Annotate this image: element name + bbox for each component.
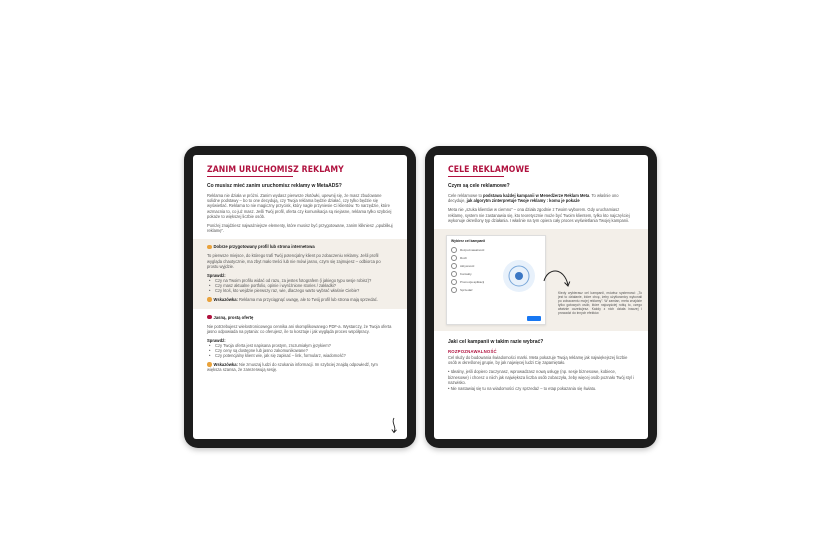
- tip-label: Wskazówka:: [213, 297, 238, 303]
- shot-option: Promocja aplikacji: [460, 279, 485, 284]
- shot-option: Sprzedaż: [460, 287, 473, 292]
- intro-text: Reklama nie działa w próżni. Zanim wydasz pierwsze złotówki, upewnij się, że masz zbudowane solidne podstawy – bo to one decydują, czy Twoja reklama będzie działać, czy tylko będzie się wyświetlać. Reklama to nie magiczny przycisk, który nagle przyniesie Ci klientów. To narzędzie, które wzmacnia to, co już masz. Jeśli Twój profil, oferta czy komunikacja są niejasne, reklama tylko szybciej pokaże to większej liczbie osób.: [207, 193, 392, 219]
- screenshot-band: [434, 229, 648, 331]
- radio-icon: [451, 255, 457, 261]
- caption-text: Kiedy wybierasz cel kampanii, mówisz systemowi: „To jest to działanie, które chcę, żeby użytkownicy wykonali po zobaczeniu mojej reklamy”. W zamian, meta znajdzie tylko gotowych osób, które najczęściej robią to, czego właśnie oczekujesz. Każdy z nich działa inaczej i prowadzi do innych efektów.: [558, 291, 642, 316]
- objective-heading: ROZPOZNAWALNOŚĆ: [448, 349, 497, 355]
- shot-option: Rozpoznawalność: [460, 247, 485, 252]
- list-item: • Czy potencjalny klient wie, jak się zapisać – link, formularz, wiadomość?: [207, 353, 393, 358]
- check2-label: Sprawdź:: [207, 337, 226, 343]
- radio-icon: [451, 287, 457, 293]
- tablet-right: [425, 146, 657, 448]
- campaign-screenshot: [446, 235, 546, 325]
- title-underline: [207, 176, 293, 177]
- offer-heading: Jasną, prostą ofertę: [213, 314, 254, 320]
- list-item: • Czy na Twoim profilu widać od razu, za jestes fotografem (i jakiego typu sesje robisz)?: [207, 278, 393, 283]
- list-item: • Czy ceny są dostępne lub jasno zakomunikowane?: [207, 348, 393, 353]
- arrow-icon: [389, 417, 399, 435]
- bulb-icon: [207, 362, 212, 367]
- bulb-icon: [207, 245, 212, 250]
- list-item: • Czy Twoja oferta jest napisana prostym, zrozumiałym językiem?: [207, 343, 393, 348]
- text-d: jak algorytm zinterpretuje Twoje reklamy : komu je pokaże: [466, 198, 580, 204]
- shot-title: Wybierz cel kampanii: [451, 239, 486, 244]
- radio-icon: [451, 279, 457, 285]
- page-title: CELE REKLAMOWE: [448, 165, 530, 175]
- arrow-icon: [542, 265, 572, 291]
- text-a: Cele reklamowe to: [448, 193, 484, 198]
- radio-icon: [451, 247, 457, 253]
- text-c: . To właśnie ono decyduje,: [448, 193, 619, 204]
- continue-button: [527, 316, 541, 321]
- bulb-icon: [207, 297, 212, 302]
- page-title: ZANIM URUCHOMISZ REKLAMY: [207, 165, 344, 175]
- shot-option: Aktywność: [460, 263, 475, 268]
- section-heading: Co musisz mieć zanim uruchomisz reklamy w MetaADS?: [207, 183, 342, 189]
- title-underline: [448, 176, 504, 177]
- box-heading: Dobrze przygotowany profil lub strona internetowa: [213, 244, 315, 250]
- intro-text-2: Poniżej znajdziesz najważniejsze elementy, które musisz być przygotowane, zanim klikniesz „opublikuj reklamę”.: [207, 223, 393, 234]
- box-text: To pierwsze miejsce, do którego trafi Twój potencjalny klient po zobaczeniu reklamy. Jeśli profil wygląda chaotycznie, ma zbyt mało treści lub nie mówi jasno, czym się zajmujesz – odbiorca po prostu wyjdzie.: [207, 253, 381, 269]
- radio-icon: [451, 263, 457, 269]
- paragraph-2: Meta nie „szuka klientów w ciemno” – ona działa zgodnie z Twoim wyborem. Gdy uruchamiasz reklamę, system nie zastanawia się, kto teoretycznie może być Twoim klientem, tylko kto najczęściej wykonuje określony typ działania. I właśnie na tym opiera cały proces wyświetlania Twojej kampanii.: [448, 207, 630, 223]
- offer-text: Nie potrzebujesz wielostronicowego cennika ani skomplikowanego PDF-a. Wystarczy, że Twoja oferta jasno odpowiada na pytania: co oferujesz, ile to kosztuje i jak wygląda proces współpracy.: [207, 323, 392, 334]
- profile-box: [193, 239, 407, 308]
- list-item: • Czy ktoś, kto wejdzie pierwszy raz, wie, dlaczego warto wybrać właśnie Ciebie?: [207, 288, 393, 293]
- list-item: • Czy masz aktualne portfolio, opinie i wyróżnione stories / zakładki?: [207, 283, 393, 288]
- objective-text-3: • Nie nastawiaj się tu na wiadomości czy sprzedaż – to etap pokazania się światu.: [448, 386, 597, 392]
- shot-option: Kontakty: [460, 271, 472, 276]
- shot-option: Ruch: [460, 255, 468, 260]
- page-right: [434, 155, 648, 439]
- text-b: podstawa każdej kampanii w Menedżerze Reklam Meta: [483, 193, 590, 198]
- page-left: [193, 155, 407, 439]
- tip-text: Reklama ma przyciągnąć uwagę, ale to Twój profil lub strona mają sprzedać.: [238, 297, 378, 303]
- target-icon: [499, 256, 539, 296]
- heart-icon: [207, 315, 212, 320]
- section-heading: Czym są cele reklamowe?: [448, 183, 510, 189]
- check-label: Sprawdź:: [207, 273, 226, 279]
- tip2-text: Nie zmuszaj ludzi do szukania informacji. Im szybciej znajdą odpowiedź, tym większa szansa, że zarezerwują sesję.: [207, 362, 378, 373]
- tip2-label: Wskazówka:: [213, 362, 238, 368]
- objective-text: Cel służy do budowania świadomości marki. Meta pokazuje Twoją reklamę jak najwiękejszej liczbie osób w określonej grupie, by jak najwięcej ludzi Cię zapamiętało.: [448, 355, 628, 366]
- objective-text-2: • Idealny, jeśli dopiero zaczynasz, wprowadzasz nową usługę (np. sesje biznesowe, kobiece, biznesowe) i chcesz o niich jak największa liczba osób zobaczyła, żeby więcej osób poznało Twój styl i nazwisko.: [448, 369, 634, 385]
- radio-icon: [451, 271, 457, 277]
- question-heading: Jaki cel kampanii w takim razie wybrać?: [448, 339, 544, 346]
- tablet-left: [184, 146, 416, 448]
